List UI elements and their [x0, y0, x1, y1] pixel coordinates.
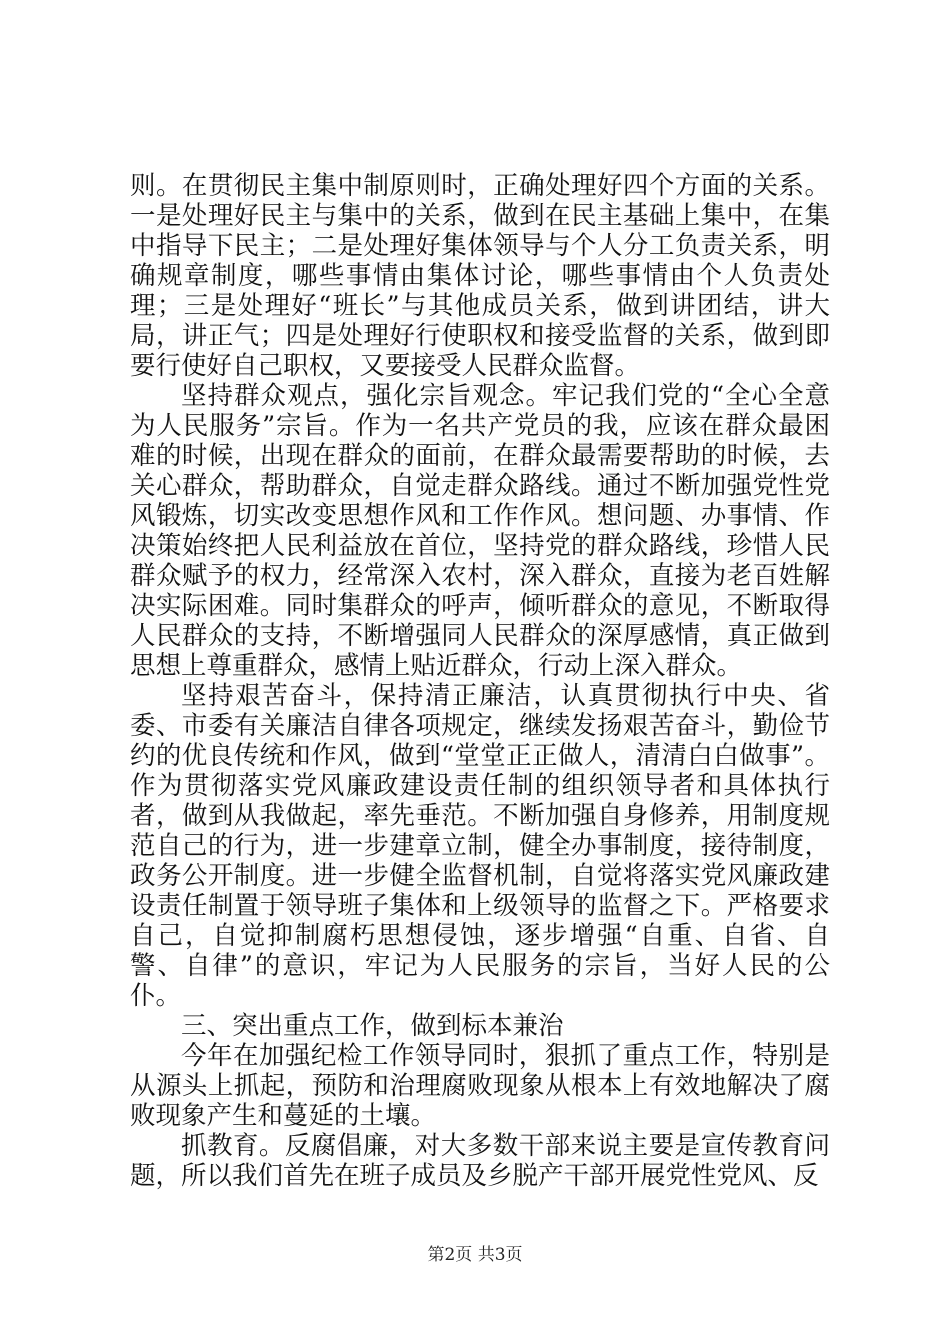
paragraph-hard-work-integrity: 坚持艰苦奋斗，保持清正廉洁，认真贯彻执行中央、省委、市委有关廉洁自律各项规定，继续发扬艰苦奋斗，勤俭节约的优良传统和作风，做到“堂堂正正做人，清清白白做事”。作为贯彻落实党风廉政建设责任制的组织领导者和具体执行者，做到从我做起，率先垂范。不断加强自身修养，用制度规范自己的行为，进一步建章立制，健全办事制度，接待制度，政务公开制度。进一步健全监督机制，自觉将落实党风廉政建设责任制置于领导班子集体和上级领导的监督之下。严格要求自己，自觉抑制腐朽思想侵蚀，逐步增强“自重、自省、自警、自律”的意识，牢记为人民服务的宗旨，当好人民的公仆。: [130, 681, 830, 1011]
page-number-footer: 第2页 共3页: [427, 1245, 523, 1265]
document-body: [130, 171, 830, 1191]
paragraph-education: 抓教育。反腐倡廉，对大多数干部来说主要是宣传教育问题，所以我们首先在班子成员及乡脱产干部开展党性党风、反: [130, 1131, 830, 1191]
paragraph-continuation: 则。在贯彻民主集中制原则时，正确处理好四个方面的关系。一是处理好民主与集中的关系，做到在民主基础上集中，在集中指导下民主；二是处理好集体领导与个人分工负责关系，明确规章制度，哪些事情由集体讨论，哪些事情由个人负责处理；三是处理好“班长”与其他成员关系，做到讲团结，讲大局，讲正气；四是处理好行使职权和接受监督的关系，做到即要行使好自己职权，又要接受人民群众监督。: [130, 171, 830, 381]
section-heading-key-work: 三、突出重点工作，做到标本兼治: [181, 1011, 564, 1041]
paragraph-mass-viewpoint: 坚持群众观点，强化宗旨观念。牢记我们党的“全心全意为人民服务”宗旨。作为一名共产党员的我，应该在群众最困难的时候，出现在群众的面前，在群众最需要帮助的时候，去关心群众，帮助群众，自觉走群众路线。通过不断加强党性党风锻炼，切实改变思想作风和工作作风。想问题、办事情、作决策始终把人民利益放在首位，坚持党的群众路线，珍惜人民群众赋予的权力，经常深入农村，深入群众，直接为老百姓解决实际困难。同时集群众的呼声，倾听群众的意见，不断取得人民群众的支持，不断增强同人民群众的深厚感情，真正做到思想上尊重群众，感情上贴近群众，行动上深入群众。: [130, 381, 830, 681]
paragraph-key-work-intro: 今年在加强纪检工作领导同时，狠抓了重点工作，特别是从源头上抓起，预防和治理腐败现象从根本上有效地解决了腐败现象产生和蔓延的土壤。: [130, 1041, 830, 1131]
